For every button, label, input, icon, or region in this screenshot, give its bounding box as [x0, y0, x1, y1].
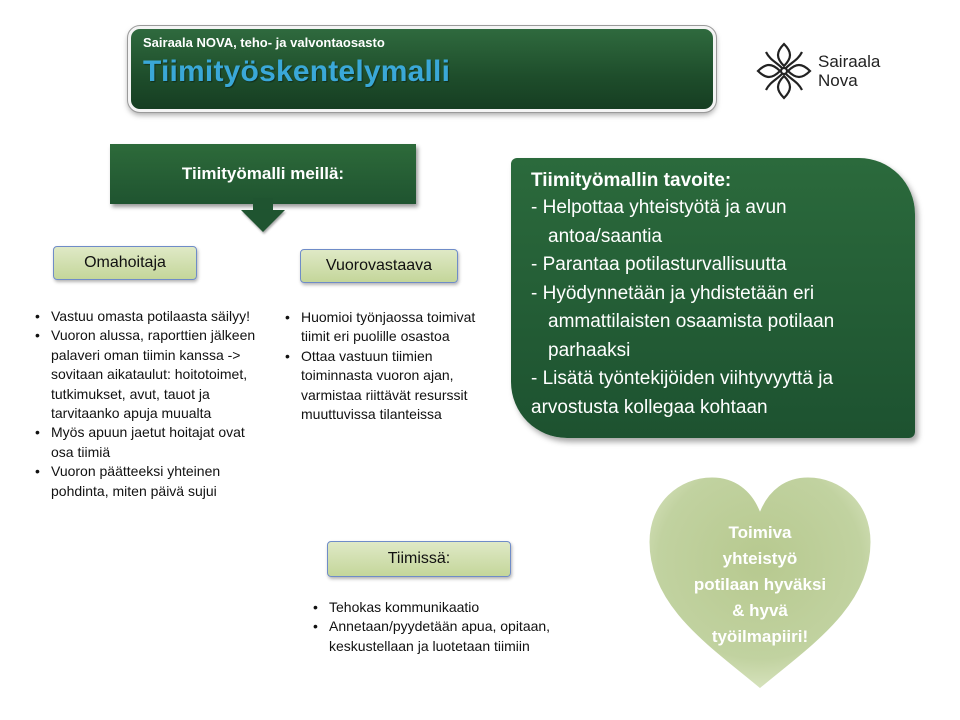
vuorovastaava-label: Vuorovastaava — [300, 249, 458, 283]
list-item: • Huomioi työnjaossa toimivat tiimit eri puolille osastoa — [285, 308, 485, 347]
goal-item — [531, 280, 899, 366]
down-arrow-icon — [241, 210, 285, 232]
list-item: • Myös apuun jaetut hoitajat ovat osa tiimiä — [35, 423, 265, 462]
goal-item-line: - Parantaa potilasturvallisuutta — [531, 254, 787, 275]
goal-item-continuation: ammattilaisten osaamista potilaan parhaaksi — [548, 311, 835, 361]
heart-line: työilmapiiri! — [711, 627, 809, 646]
goal-list — [531, 194, 899, 422]
goal-item-continuation: arvostusta kollegaa kohtaan — [531, 396, 768, 418]
logo-line-1: Sairaala — [818, 52, 881, 71]
list-item: • Ottaa vastuun tiimien toiminnasta vuoron ajan, varmistaa riittävät resurssit muuttuvissa tilanteissa — [285, 347, 485, 425]
omahoitaja-list — [35, 307, 265, 501]
heart-message — [690, 520, 830, 650]
goal-item — [531, 251, 899, 280]
list-item: • Tehokas kommunikaatio — [313, 598, 613, 617]
goal-item-line: - Hyödynnetään ja yhdistetään eri — [531, 282, 815, 304]
goal-item — [531, 365, 899, 422]
nova-ornament-icon — [754, 40, 814, 102]
tiimissa-label: Tiimissä: — [327, 541, 511, 577]
goal-item-line: - Lisätä työntekijöiden viihtyvyyttä ja — [531, 368, 834, 389]
goal-item — [531, 194, 899, 251]
list-item: • Vuoron päätteeksi yhteinen pohdinta, miten päivä sujui — [35, 462, 265, 501]
list-item: • Vastuu omasta potilaasta säilyy! — [35, 307, 265, 326]
omahoitaja-label: Omahoitaja — [53, 246, 197, 280]
heart-line: & hyvä — [732, 601, 788, 620]
logo-line-2: Nova — [818, 71, 858, 90]
tiimissa-list — [313, 598, 613, 656]
header-subtitle: Sairaala NOVA, teho- ja valvontaosasto — [143, 35, 385, 50]
goal-item-continuation: antoa/saantia — [548, 225, 663, 247]
goal-item-line: - Helpottaa yhteistyötä ja avun — [531, 197, 787, 218]
vuorovastaava-list — [285, 308, 485, 424]
logo-wordmark — [818, 52, 880, 90]
list-item: • Vuoron alussa, raporttien jälkeen palaveri oman tiimin kanssa -> sovitaan aikataulut: hoitotoimet, tutkimukset, avut, tauot ja tarvitaanko apuja muualta — [35, 326, 265, 423]
heart-line: Toimiva yhteistyö — [722, 523, 798, 568]
header-banner — [128, 26, 716, 112]
list-item: • Annetaan/pyydetään apua, opitaan, keskustellaan ja luotetaan tiimiin — [313, 617, 613, 656]
model-callout: Tiimityömalli meillä: — [110, 144, 416, 204]
page-title: Tiimityöskentelymalli — [143, 55, 451, 88]
heart-line: potilaan hyväksi — [693, 575, 827, 594]
goal-box — [511, 158, 915, 438]
goal-title: Tiimityömallin tavoite: — [531, 170, 732, 191]
